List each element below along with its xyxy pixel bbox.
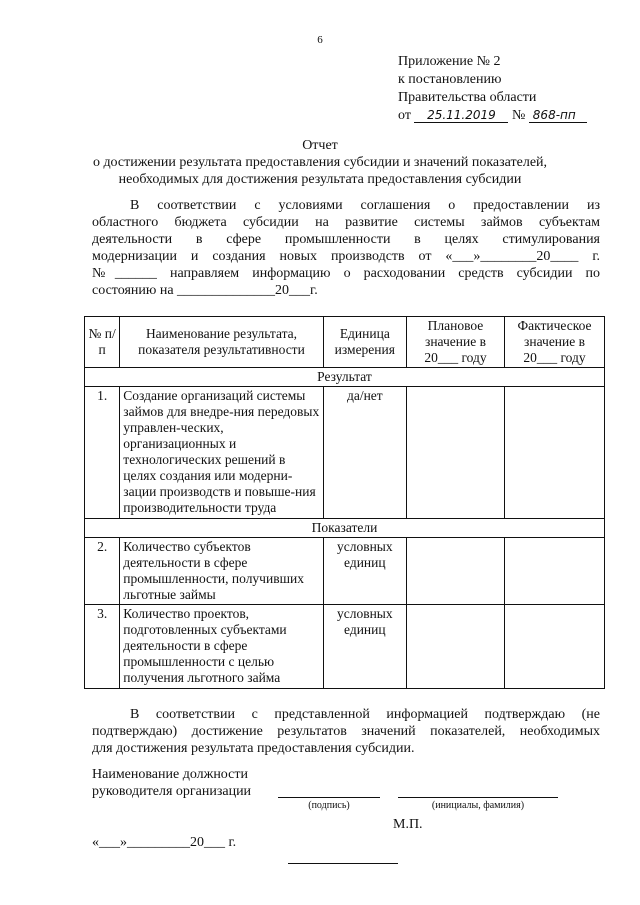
row-1-name: Создание организаций системы займов для внедре-ния передовых управлен-ческих, организационных и технологических решений в целях создания или модерни-зации производств и повыше-ния производительности труда [120,387,323,519]
row-2-unit: условных единиц [323,538,406,605]
row-3-fact-cell[interactable] [505,605,605,689]
report-title [60,137,580,188]
position-label [92,766,251,800]
bottom-line [288,863,398,864]
row-2-name: Количество субъектов деятельности в сфере промышленности, получивших льготные займы [120,538,323,605]
table-row [85,605,605,689]
table-row [85,387,605,519]
confirm-line-3: для достижения результата предоставления субсидии. [92,741,415,756]
position-line-1: Наименование должности [92,767,248,782]
row-1-fact-cell[interactable] [505,387,605,519]
section-result-label: Результат [85,368,605,387]
section-row-result [85,368,605,387]
row-1-unit: да/нет [323,387,406,519]
confirm-paragraph [92,706,600,757]
annex-from-prefix: от [398,108,411,123]
date-line: «___»_________20___ г. [92,835,237,850]
intro-line-6: состоянию на ______________20___г. [92,283,318,298]
header-fact: Фактическое значение в 20___ году [505,317,605,368]
confirm-line-1: В соответствии с представленной информацией подтверждаю (не [130,707,600,722]
row-3-num: 3. [85,605,120,689]
header-num: № п/п [85,317,120,368]
row-3-name: Количество проектов, подготовленных субъектами деятельности в сфере промышленности с целью получения льготного займа [120,605,323,689]
name-caption: (инициалы, фамилия) [431,800,525,811]
annex-line-3: Правительства области [398,90,537,105]
name-line[interactable] [398,797,558,798]
annex-date-line [398,107,587,125]
row-2-num: 2. [85,538,120,605]
intro-line-4: модернизации и создания новых производств от «___»________20____ г. [92,249,600,264]
header-plan: Плановое значение в 20___ году [406,317,504,368]
annex-number: 868-пп [529,109,587,123]
confirm-line-2: подтверждаю) достижение результатов значений показателей, необходимых [92,724,600,739]
intro-paragraph [92,197,600,299]
section-row-indicators [85,519,605,538]
position-line-2: руководителя организации [92,784,252,799]
title-line-3: необходимых для достижения результата предоставления субсидии [118,172,522,187]
annex-header [398,53,587,125]
row-3-plan-cell[interactable] [406,605,504,689]
title-line-2: о достижении результата предоставления субсидии и значений показателей, [92,155,548,170]
annex-number-prefix: № [511,108,526,123]
row-2-fact-cell[interactable] [505,538,605,605]
annex-line-1: Приложение № 2 [398,54,501,69]
header-name: Наименование результата, показателя результативности [120,317,323,368]
row-1-num: 1. [85,387,120,519]
report-table [84,316,605,689]
signature-caption: (подпись) [308,800,350,811]
signature-line[interactable] [278,797,380,798]
stamp-label: М.П. [393,817,423,832]
table-row [85,538,605,605]
intro-line-3: деятельности в сфере промышленности в целях стимулирования [92,232,600,247]
table-header-row [85,317,605,368]
header-unit: Единица измерения [323,317,406,368]
title-line-1: Отчет [302,138,338,153]
row-3-unit: условных единиц [323,605,406,689]
annex-line-2: к постановлению [398,72,502,87]
intro-line-2: областного бюджета субсидии на развитие системы займов субъектам [92,215,600,230]
annex-date: 25.11.2019 [414,109,508,123]
row-2-plan-cell[interactable] [406,538,504,605]
intro-line-5: №______ направляем информацию о расходовании средств субсидии по [92,266,600,281]
row-1-plan-cell[interactable] [406,387,504,519]
intro-line-1: В соответствии с условиями соглашения о предоставлении из [130,198,600,213]
section-indicators-label: Показатели [85,519,605,538]
page-number: 6 [317,34,323,46]
